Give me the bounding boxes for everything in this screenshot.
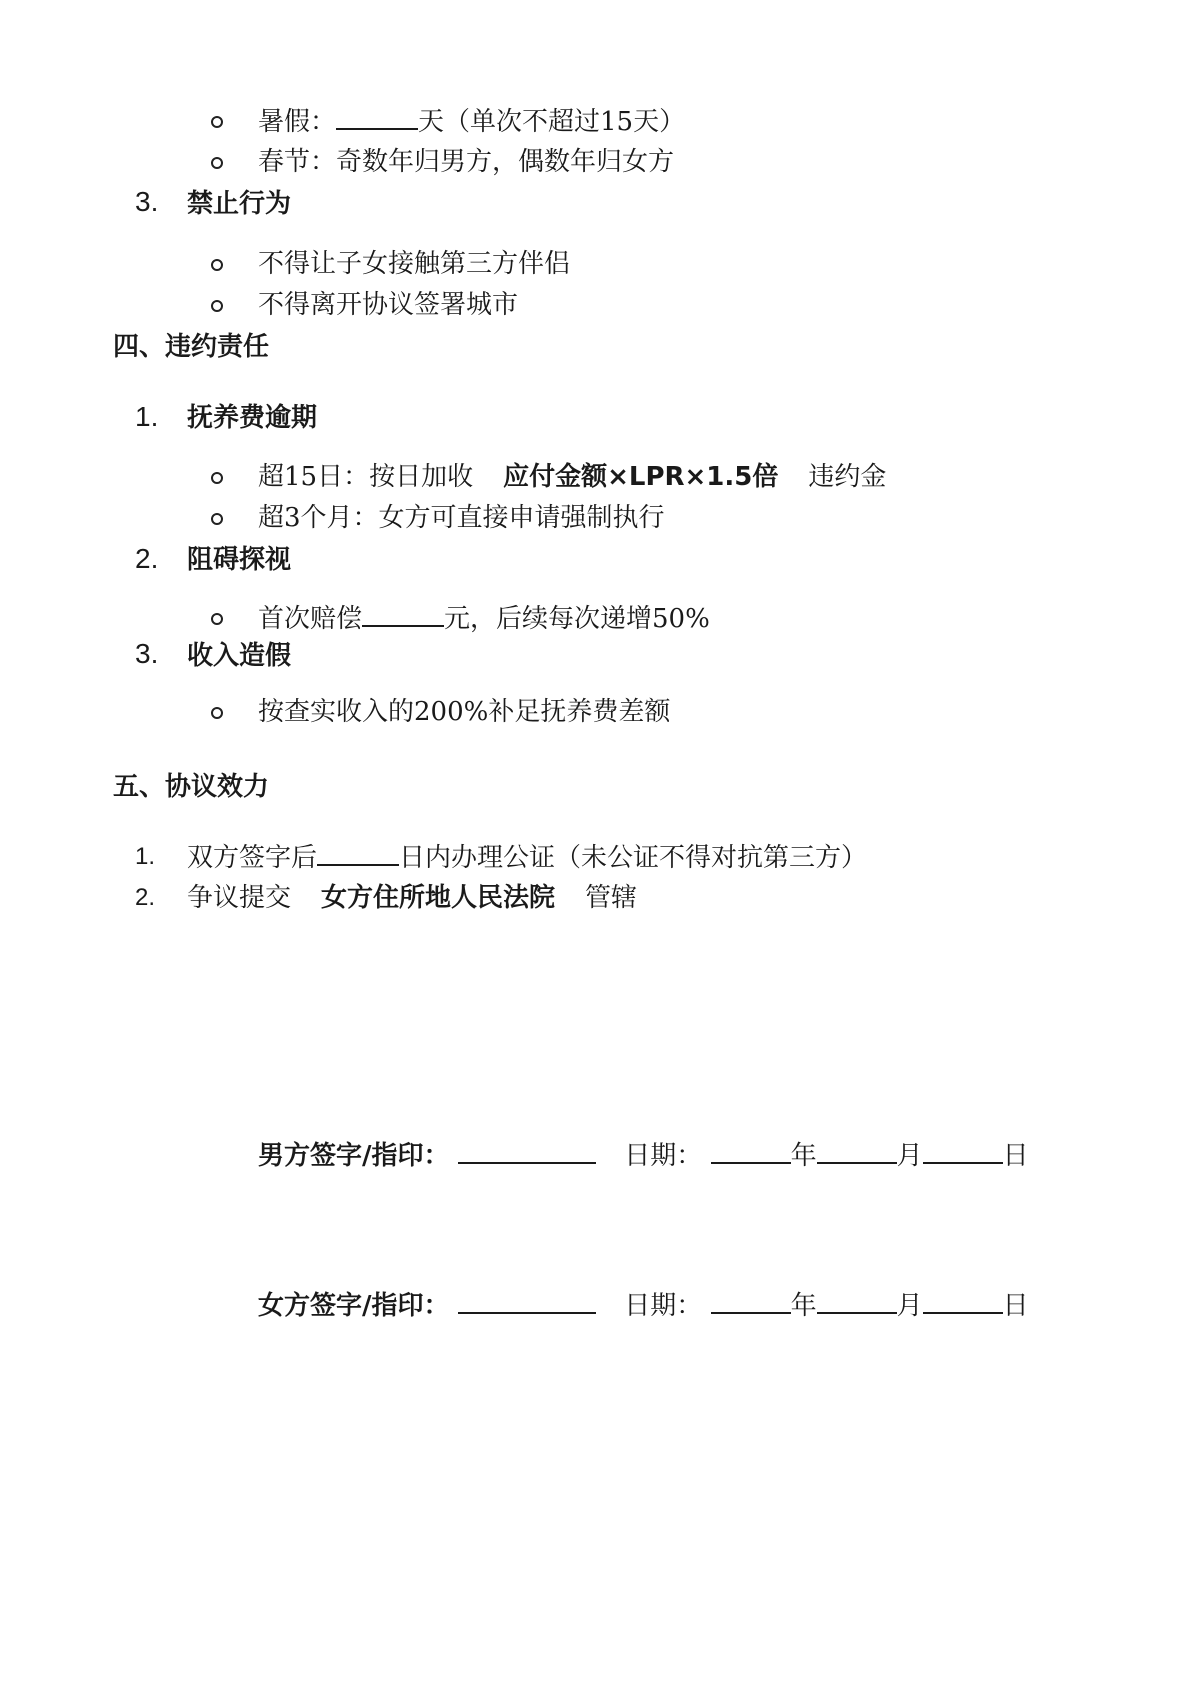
bullet-icon — [211, 157, 223, 169]
female-signature-blank[interactable] — [458, 1288, 596, 1314]
item-title-income-fraud: 收入造假 — [187, 641, 292, 671]
item-number: 3. — [135, 186, 159, 217]
bullet-icon — [211, 116, 223, 128]
female-month-blank[interactable] — [817, 1288, 897, 1314]
male-day-blank[interactable] — [923, 1138, 1003, 1164]
summer-label: 暑假： — [258, 107, 337, 137]
female-year-blank[interactable] — [711, 1288, 791, 1314]
summer-days-blank[interactable] — [336, 104, 418, 130]
male-signature-blank[interactable] — [458, 1138, 596, 1164]
jurisdiction-prefix: 争议提交 — [187, 883, 292, 913]
female-signature-label: 女方签字/指印： — [258, 1291, 450, 1321]
bullet-icon — [211, 513, 223, 525]
item-title-obstruct-visit: 阻碍探视 — [187, 545, 292, 575]
item-number: 1. — [135, 843, 156, 870]
court-name: 女方住所地人民法院 — [321, 883, 556, 913]
notarization-rest: 日内办理公证（未公证不得对抗第三方） — [399, 843, 868, 873]
male-signature-row — [258, 1138, 1029, 1173]
compensation-amount-blank[interactable] — [362, 601, 444, 627]
late-suffix: 违约金 — [808, 462, 887, 492]
jurisdiction-suffix: 管辖 — [585, 883, 638, 913]
male-signature-label: 男方签字/指印： — [258, 1141, 450, 1171]
item-number: 2. — [135, 884, 156, 911]
late-15-days-line — [258, 460, 886, 494]
bullet-icon — [211, 707, 223, 719]
section-heading-effect: 五、协议效力 — [113, 772, 270, 802]
prohibited-item: 不得让子女接触第三方伴侣 — [258, 249, 571, 279]
year-label: 年 — [790, 1141, 817, 1171]
female-date-label: 日期： — [624, 1291, 703, 1321]
bullet-icon — [211, 300, 223, 312]
notarization-line — [187, 840, 867, 875]
notarization-days-blank[interactable] — [317, 840, 399, 866]
section-heading-liability: 四、违约责任 — [113, 332, 270, 362]
male-month-blank[interactable] — [817, 1138, 897, 1164]
item-title-late-support: 抚养费逾期 — [187, 403, 318, 433]
prohibited-item: 不得离开协议签署城市 — [258, 290, 519, 320]
item-number: 2. — [135, 543, 159, 574]
male-date-label: 日期： — [624, 1141, 703, 1171]
income-fraud-line: 按查实收入的200%补足抚养费差额 — [258, 697, 671, 727]
month-label: 月 — [896, 1141, 923, 1171]
bullet-icon — [211, 259, 223, 271]
item-title-prohibited-acts: 禁止行为 — [187, 189, 292, 219]
female-day-blank[interactable] — [923, 1288, 1003, 1314]
summer-rest: 天（单次不超过15天） — [418, 107, 686, 137]
compensation-line — [258, 601, 710, 636]
year-label: 年 — [790, 1291, 817, 1321]
item-number: 3. — [135, 638, 159, 669]
female-signature-row — [258, 1288, 1029, 1323]
day-label: 日 — [1002, 1291, 1029, 1321]
bullet-icon — [211, 472, 223, 484]
compensation-rest: 元，后续每次递增50% — [444, 604, 710, 634]
jurisdiction-line — [187, 881, 637, 915]
bullet-icon — [211, 613, 223, 625]
item-number: 1. — [135, 401, 159, 432]
male-year-blank[interactable] — [711, 1138, 791, 1164]
summer-vacation-line — [258, 104, 685, 139]
month-label: 月 — [896, 1291, 923, 1321]
penalty-formula: 应付金额×LPR×1.5倍 — [503, 462, 779, 492]
spring-festival-line: 春节：奇数年归男方，偶数年归女方 — [258, 147, 675, 177]
notarization-prefix: 双方签字后 — [187, 843, 318, 873]
compensation-prefix: 首次赔偿 — [258, 604, 363, 634]
day-label: 日 — [1002, 1141, 1029, 1171]
late-prefix: 超15日：按日加收 — [258, 462, 474, 492]
late-3-months-line: 超3个月：女方可直接申请强制执行 — [258, 503, 665, 533]
